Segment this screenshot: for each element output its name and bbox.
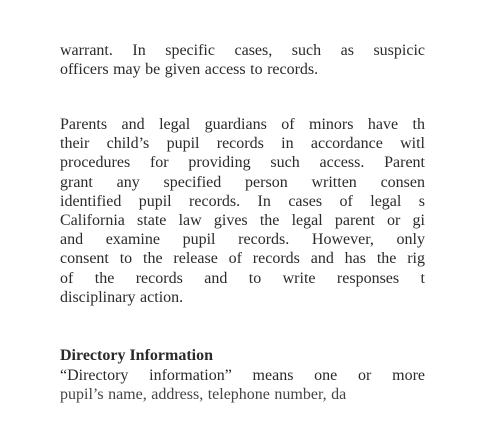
text-line: warrant. In specific cases, such as suspicic: [60, 42, 425, 59]
text-line: identified pupil records. In cases of legal s: [60, 192, 425, 210]
directory-paragraph: [60, 366, 425, 404]
text-line: grant any specified person written consen: [60, 173, 425, 191]
text-line-cut-off: pupil’s name, address, telephone number, da: [60, 386, 347, 404]
text-line: Parents and legal guardians of minors have th: [60, 116, 425, 133]
text-line: procedures for providing such access. Parent: [60, 154, 425, 172]
document-page: [60, 0, 480, 432]
text-line: and examine pupil records. However, only: [60, 231, 425, 249]
text-line: officers may be given access to records.: [60, 61, 319, 79]
text-line: California state law gives the legal parent or gi: [60, 212, 425, 230]
text-line: “Directory information” means one or more: [60, 367, 425, 384]
access-paragraph: [60, 41, 425, 79]
text-line: consent to the release of records and has the rig: [60, 250, 425, 268]
text-line: of the records and to write responses t: [60, 269, 425, 287]
section-heading: Directory Information: [60, 347, 213, 364]
parents-paragraph: [60, 115, 425, 307]
text-line: their child’s pupil records in accordance witl: [60, 135, 425, 153]
text-line: disciplinary action.: [60, 288, 184, 306]
